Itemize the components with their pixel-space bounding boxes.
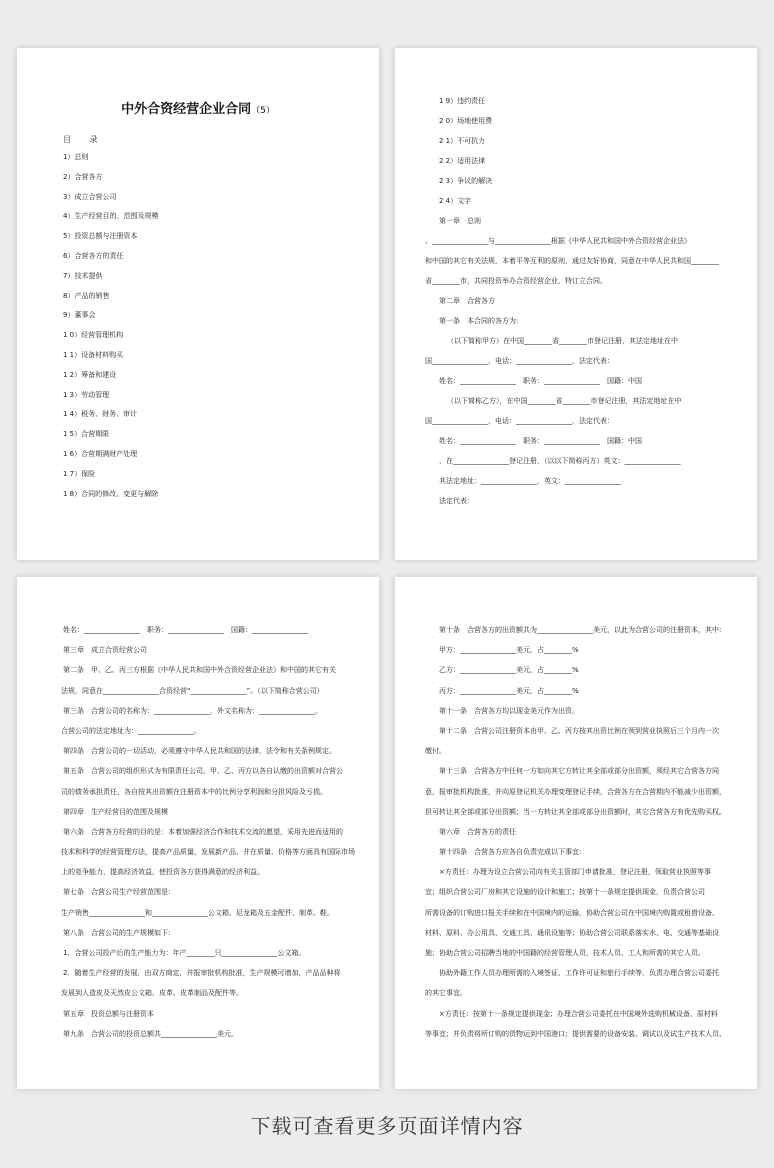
text-line: 法规，同意在________________合资经营“________________”。（以下简称合营公司） [61, 686, 324, 695]
text-line: 2 0）场地使用费 [439, 117, 493, 125]
toc-item: 6）合营各方的责任 [63, 251, 124, 260]
text-line: 、________________与________________根据《中华人民共和国中外合资经营企业法》 [425, 237, 691, 245]
title-text: 中外合资经营企业合同 [121, 102, 252, 117]
text-line: 的其它事宜。 [425, 989, 467, 998]
text-line: 材料、原料、办公用具、交通工具、通讯设施等；协助合营公司联系落实水、电、交通等基础设 [425, 928, 719, 937]
text-line: 1 9）违约责任 [439, 97, 486, 105]
text-line: 姓名：________________ 职务：________________ 国籍：中国 [439, 437, 642, 445]
text-line: 2．随着生产经营的发展，由双方商定，并报审批机构批准，生产规模可增加，产品品种将 [63, 969, 341, 978]
text-line: 第十三条 合营各方中任何一方如向其它方转让其全部或部分出资额，须经其它合营各方同 [439, 767, 719, 776]
text-line: 发展到人造皮及天然皮公文箱、皮革、皮革制品及配件等。 [61, 989, 243, 998]
text-line: 第八条 合营公司的生产规模如下: [63, 928, 171, 937]
toc-item: 7）技术提供 [63, 271, 103, 280]
text-line: 国________________，电话：________________，法定代表： [425, 417, 614, 425]
text-line: 法定代表： [439, 497, 474, 505]
text-line: 姓名：________________ 职务：________________ 国籍：________________ [63, 626, 308, 634]
text-line: 第四条 合营公司的一切活动，必须遵守中华人民共和国的法律，法令和有关条例规定。 [63, 747, 336, 756]
text-line: 生产销售________________和________________公文箱、尼龙箱及五金配件、制革、鞋。 [61, 908, 334, 917]
toc-item: 1 1）设备材料购买 [63, 350, 124, 359]
text-line: 协助外籍工作人员办理所需的入境签证、工作许可证和旅行手续等，负责办理合营公司委托 [439, 969, 719, 978]
toc-item: 1 6）合营期满财产处理 [63, 449, 138, 458]
text-line: 宜；组织合营公司厂房和其它设施的设计和施工；按第十一条规定提供现金，负责合营公司 [425, 888, 705, 897]
toc-item: 1 0）经营管理机构 [63, 331, 124, 340]
toc-list [17, 152, 379, 508]
text-line: 但可转让其全部或部分出资额；当一方转让其全部或部分出资额时，其它合营各方有优先购买权。 [425, 807, 726, 816]
text-line: 2 2）适用法律 [439, 157, 486, 165]
text-line: 第五条 合营公司的组织形式为有限责任公司。甲、乙、丙方以各自认缴的出资额对合营公 [63, 767, 343, 776]
text-line: 2 4）文字 [439, 197, 472, 205]
text-line: 意，报审批机构批准，并向原登记机关办理变理登记手续，合营各方在合营期内不能减少出资额， [425, 787, 726, 796]
page-text [395, 96, 757, 516]
toc-item: 4）生产经营目的、范围及规模 [63, 212, 159, 221]
text-line: 第五章 投资总额与注册资本 [63, 1009, 154, 1018]
text-line: 乙方：________________美元，占________% [439, 666, 579, 675]
text-line: 第十一条 合营各方均以现金美元作为出资。 [439, 706, 579, 715]
document-page-4 [395, 577, 757, 1089]
text-line: ，在________________登记注册，（以以下简称丙方）英文：________________ [439, 457, 681, 465]
toc-item: 5）投资总额与注册资本 [63, 232, 138, 241]
text-line: （以下简称甲方）在中国________省________市登记注册，其法定地址在中 [447, 337, 678, 345]
document-page-2 [395, 48, 757, 560]
toc-item: 1 5）合营期限 [63, 430, 110, 439]
text-line: 国________________，电话：________________，法定代表： [425, 357, 614, 365]
document-page-1 [17, 48, 379, 560]
text-line: 第六条 合营各方经营的目的是：本着加强经济合作和技术交流的愿望，采用先进而适用的 [63, 827, 343, 836]
text-line: 丙方：________________美元，占________% [439, 686, 579, 695]
text-line: 所需设备的订购进口报关手续和在中国境内的运输，协助合营公司在中国境内购置或租借设备、 [425, 908, 719, 917]
text-line: 施；协助合营公司招聘当地的中国籍的经营管理人员，技术人员、工人和所需的其它人员。 [425, 949, 705, 957]
toc-item: 1）总则 [63, 153, 89, 161]
text-line: 上的竞争能力，提高经济效益，使投资各方获得满意的经济利益。 [61, 868, 264, 877]
text-line: 第十四条 合营各方应各自负责完成以下事宜: [439, 848, 582, 857]
text-line: 第七条 合营公司生产经营范围是: [63, 888, 171, 897]
text-line: 等事宜；并负责将所订购的货物运到中国港口；提供需要的设备安装、调试以及试生产技术人员、 [425, 1029, 726, 1038]
text-line: 2 1）不可抗力 [439, 137, 486, 145]
text-line: 第十条 合营各方的出资额共为________________美元，以此为合营公司的注册资本，其中: [439, 626, 722, 634]
text-line: 其法定地址：________________，英文：________________ [439, 477, 621, 485]
text-line: 司的债务承担责任，各自按其出资额在注册资本中的比例分享利润和分担风险及亏损。 [61, 787, 327, 796]
page-text [17, 625, 379, 1049]
text-line: 第一章 总则 [439, 217, 481, 225]
toc-item: 3）成立合营公司 [63, 192, 117, 201]
download-more-link[interactable]: 下载可查看更多页面详情内容 [250, 1114, 524, 1138]
text-line: ×方责任：办理为设立合营公司向有关主管部门申请批准，登记注册，领取营业执照等事 [439, 868, 711, 877]
text-line: （以下简称乙方），在中国________省________市登记注册，其法定地址在中 [447, 397, 682, 405]
toc-heading: 目 录 [63, 135, 106, 144]
toc-item: 1 7）保险 [63, 469, 96, 478]
text-line: 合营公司的法定地址为：________________。 [61, 726, 201, 735]
text-line: 第一条 本合同的各方为: [439, 317, 519, 325]
toc-item: 1 3）劳动管理 [63, 390, 110, 399]
text-line: 姓名：________________ 职务：________________ 国籍：中国 [439, 377, 642, 385]
text-line: 第四章 生产经营目的范围及规模 [63, 807, 168, 816]
text-line: 技术和科学的经营管理方法，提高产品质量，发展新产品，并在质量、价格等方面具有国际市场 [61, 848, 355, 857]
text-line: 第三条 合营公司的名称为：________________，外文名称为：________________。 [63, 706, 322, 715]
toc-item: 8）产品的销售 [63, 291, 110, 300]
text-line: 缴付。 [425, 747, 446, 756]
page-text [395, 625, 757, 1049]
document-page-3 [17, 577, 379, 1089]
text-line: 第二条 甲、乙、丙三方根据《中华人民共和国中外合资经营企业法》和中国的其它有关 [63, 666, 336, 675]
text-line: ×方责任：按第十一条规定提供现金；办理合营公司委托在中国境外选购机械设备、原材料 [439, 1009, 718, 1018]
document-title [17, 98, 379, 117]
text-line: 甲方：________________美元，占________% [439, 646, 579, 655]
text-line: 省________市，共同投资举办合资经营企业，特订立合同。 [425, 277, 607, 285]
toc-item: 9）董事会 [63, 311, 96, 320]
text-line: 第二章 合营各方 [439, 297, 495, 305]
title-suffix: （5） [251, 106, 275, 116]
toc-item: 1 2）筹备和建设 [63, 370, 117, 379]
toc-item: 2）合营各方 [63, 172, 103, 181]
text-line: 第九条 合营公司的投资总额共________________美元。 [63, 1029, 238, 1038]
text-line: 第三章 成立合资经营公司 [63, 646, 147, 655]
text-line: 第十二条 合营公司注册资本由甲、乙、丙方按其出资比例在领到营业执照后三个月内一次 [439, 726, 719, 735]
toc-item: 1 4）税务、财务、审计 [63, 410, 138, 419]
toc-item: 1 8）合同的修改、变更与解除 [63, 489, 159, 498]
text-line: 1．合营公司投产后的生产能力为：年产________只________________公文箱。 [63, 949, 306, 957]
text-line: 第六章 合营各方的责任 [439, 827, 516, 836]
text-line: 2 3）争议的解决 [439, 177, 493, 185]
text-line: 和中国的其它有关法规，本着平等互利的原则，通过友好协商，同意在中华人民共和国________ [425, 257, 719, 265]
